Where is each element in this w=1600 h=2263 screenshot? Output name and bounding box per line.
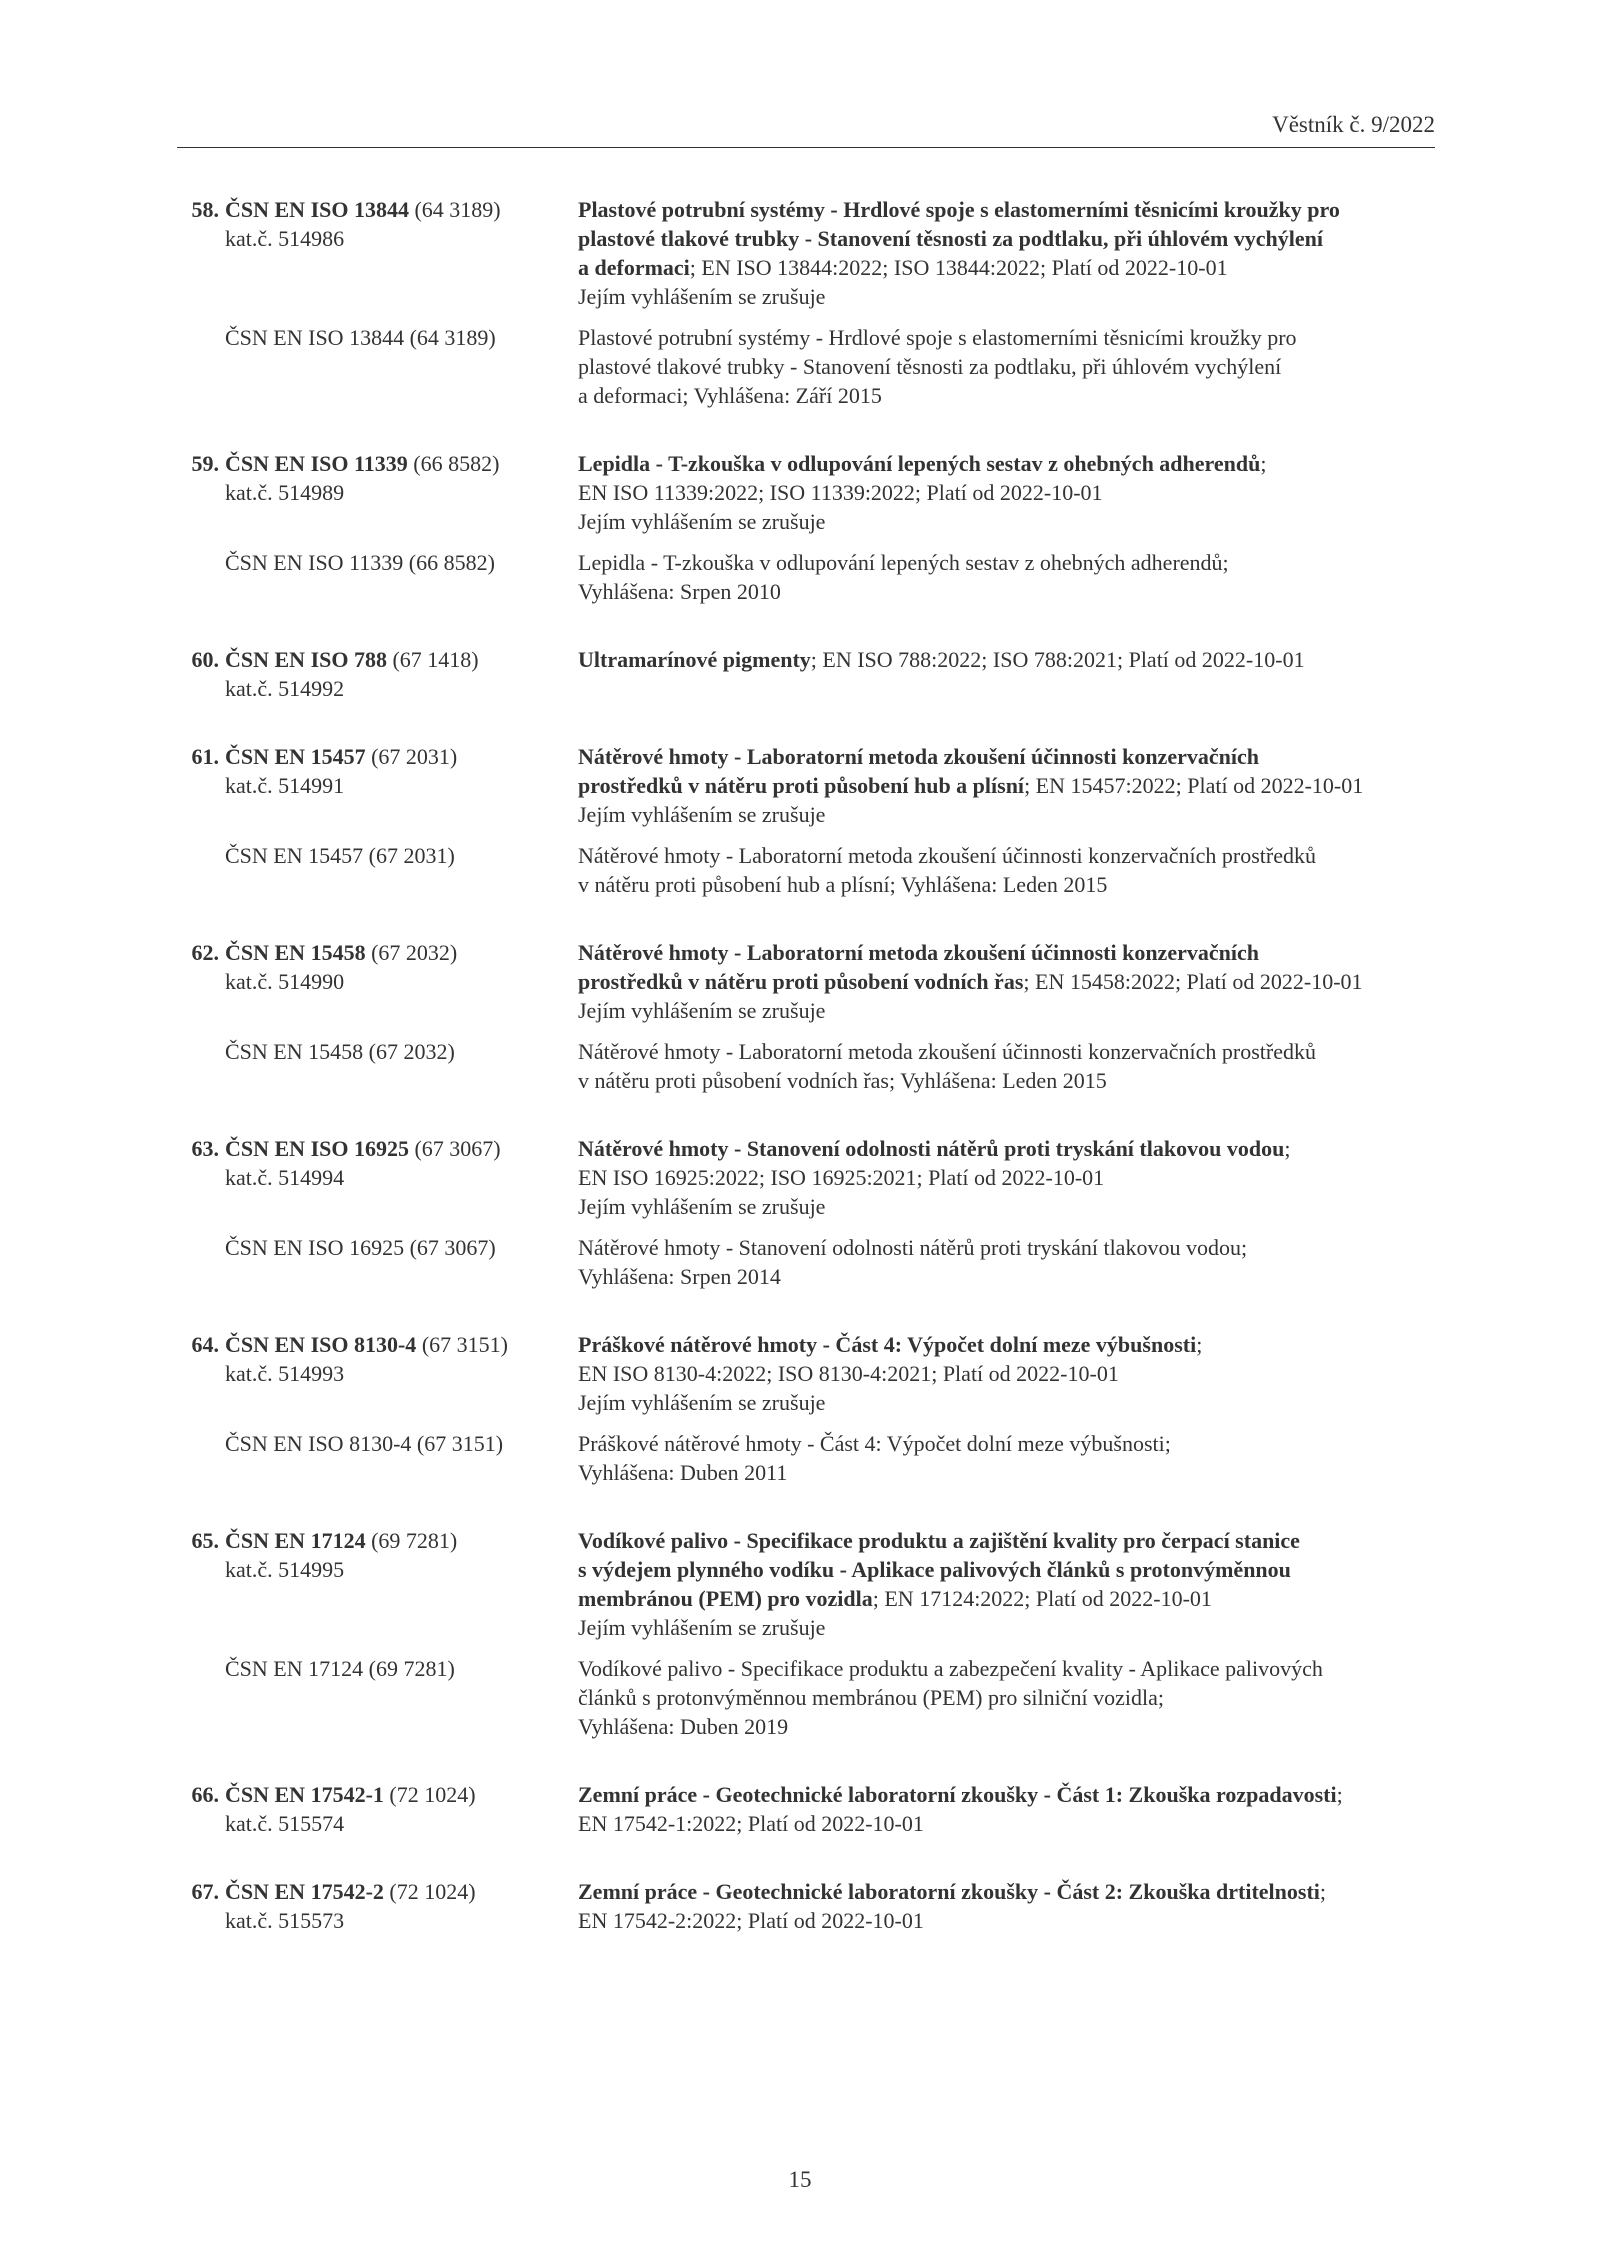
title-line (578, 938, 1435, 967)
supersedes-note: Jejím vyhlášením se zrušuje (578, 1194, 826, 1219)
classification-code: (67 2032) (365, 940, 458, 965)
title-line (578, 1332, 1202, 1357)
new-standard-row (177, 1877, 1435, 1935)
standard-designation (177, 1877, 578, 1935)
standard-designation (177, 1526, 578, 1642)
title-line (578, 195, 1435, 224)
standard-code: ČSN EN ISO 788 (225, 647, 387, 672)
standard-description (578, 195, 1435, 311)
new-standard-row (177, 1134, 1435, 1221)
standard-entry (177, 195, 1435, 410)
standard-title-text: Nátěrové hmoty - Laboratorní metoda zkoušení účinnosti konzervačních (578, 744, 1259, 769)
standard-description (578, 645, 1435, 703)
entry-number: 67. (191, 1879, 219, 1904)
withdrawn-standard-row (177, 841, 1435, 899)
standard-metadata: ; (1336, 1782, 1343, 1807)
new-standard-row (177, 449, 1435, 536)
standard-designation (177, 1780, 578, 1838)
withdrawn-standard-code: ČSN EN 17124 (69 7281) (225, 1656, 455, 1681)
standard-title-text: Lepidla - T-zkouška v odlupování lepených sestav z ohebných adherendů (578, 451, 1261, 476)
withdrawn-text-line: Vyhlášena: Srpen 2014 (578, 1264, 781, 1289)
withdrawn-text-line: v nátěru proti působení hub a plísní; Vyhlášena: Leden 2015 (578, 872, 1108, 897)
entry-number: 66. (191, 1782, 219, 1807)
withdrawn-standard-row (177, 1429, 1435, 1487)
catalog-number: kat.č. 515573 (225, 1908, 345, 1933)
standard-entry (177, 1780, 1435, 1838)
withdrawn-designation (177, 1429, 578, 1487)
standard-designation (177, 1134, 578, 1221)
title-line (578, 647, 1305, 672)
withdrawn-description (578, 841, 1435, 899)
standard-designation (177, 645, 578, 703)
withdrawn-text-line: článků s protonvýměnnou membránou (PEM) pro silniční vozidla; (578, 1685, 1164, 1710)
supersedes-note: Jejím vyhlášením se zrušuje (578, 509, 826, 534)
classification-code: (72 1024) (383, 1782, 476, 1807)
catalog-number: kat.č. 515574 (225, 1811, 345, 1836)
standard-title-text: plastové tlakové trubky - Stanovení těsnosti za podtlaku, při úhlovém vychýlení (578, 226, 1324, 251)
standard-title-text: s výdejem plynného vodíku - Aplikace palivových článků s protonvýměnnou (578, 1557, 1291, 1582)
standard-title-text: a deformaci (578, 255, 690, 280)
standard-code: ČSN EN 15457 (225, 744, 366, 769)
title-line (578, 1782, 1343, 1807)
standard-description (578, 1526, 1435, 1642)
entry-number: 63. (191, 1136, 219, 1161)
classification-code: (67 3067) (408, 1136, 501, 1161)
withdrawn-standard-row (177, 1037, 1435, 1095)
supersedes-note: Jejím vyhlášením se zrušuje (578, 1390, 826, 1415)
withdrawn-standard-row (177, 1654, 1435, 1741)
withdrawn-text-line: Vyhlášena: Duben 2011 (578, 1460, 788, 1485)
standard-title-text: Ultramarínové pigmenty (578, 647, 811, 672)
withdrawn-description (578, 1429, 1435, 1487)
withdrawn-standard-code: ČSN EN 15458 (67 2032) (225, 1039, 455, 1064)
withdrawn-standard-code: ČSN EN ISO 11339 (66 8582) (225, 550, 495, 575)
new-standard-row (177, 938, 1435, 1025)
entry-number: 64. (191, 1332, 219, 1357)
supersedes-note: Jejím vyhlášením se zrušuje (578, 802, 826, 827)
page-number: 15 (788, 2167, 812, 2192)
withdrawn-text-line: Lepidla - T-zkouška v odlupování lepených sestav z ohebných adherendů; (578, 550, 1229, 575)
title-line (578, 773, 1363, 798)
withdrawn-text-line: plastové tlakové trubky - Stanovení těsnosti za podtlaku, při úhlovém vychýlení (578, 354, 1282, 379)
standard-metadata: ; EN 15458:2022; Platí od 2022-10-01 (1023, 969, 1363, 994)
withdrawn-description (578, 1233, 1435, 1291)
standard-designation (177, 938, 578, 1025)
standard-entry (177, 645, 1435, 703)
withdrawn-designation (177, 323, 578, 410)
title-line (578, 1526, 1435, 1555)
standard-designation (177, 195, 578, 311)
entry-number: 62. (191, 940, 219, 965)
withdrawn-text-line: Vodíkové palivo - Specifikace produktu a zabezpečení kvality - Aplikace palivových (578, 1656, 1323, 1681)
new-standard-row (177, 1526, 1435, 1642)
entry-number: 60. (191, 647, 219, 672)
standard-title-text: Vodíkové palivo - Specifikace produktu a zajištění kvality pro čerpací stanice (578, 1528, 1300, 1553)
catalog-number: kat.č. 514986 (225, 226, 345, 251)
standard-description (578, 1330, 1435, 1417)
standard-designation (177, 742, 578, 829)
title-line (578, 1586, 1212, 1611)
catalog-number: kat.č. 514993 (225, 1361, 345, 1386)
catalog-number: kat.č. 514994 (225, 1165, 345, 1190)
title-line (578, 969, 1363, 994)
standard-title-text: Plastové potrubní systémy - Hrdlové spoje s elastomerními těsnicími kroužky pro (578, 197, 1340, 222)
new-standard-row (177, 1330, 1435, 1417)
standard-title-text: Zemní práce - Geotechnické laboratorní zkoušky - Část 2: Zkouška drtitelnosti (578, 1879, 1320, 1904)
standard-designation (177, 1330, 578, 1417)
entry-number: 59. (191, 451, 219, 476)
withdrawn-text-line: Práškové nátěrové hmoty - Část 4: Výpočet dolní meze výbušnosti; (578, 1431, 1171, 1456)
classification-code: (67 3151) (416, 1332, 508, 1357)
withdrawn-text-line: a deformaci; Vyhlášena: Září 2015 (578, 383, 882, 408)
withdrawn-designation (177, 1654, 578, 1741)
standard-title-text: membránou (PEM) pro vozidla (578, 1586, 873, 1611)
classification-code: (67 2031) (365, 744, 458, 769)
withdrawn-standard-row (177, 548, 1435, 606)
catalog-number: kat.č. 514991 (225, 773, 345, 798)
title-line (578, 1879, 1326, 1904)
supersedes-note: Jejím vyhlášením se zrušuje (578, 998, 826, 1023)
standard-code: ČSN EN ISO 11339 (225, 451, 408, 476)
standard-entry (177, 1134, 1435, 1291)
standard-title-text: Zemní práce - Geotechnické laboratorní zkoušky - Část 1: Zkouška rozpadavosti (578, 1782, 1337, 1807)
supersedes-note: Jejím vyhlášením se zrušuje (578, 1615, 826, 1640)
title-line (578, 1136, 1290, 1161)
withdrawn-standard-code: ČSN EN ISO 8130-4 (67 3151) (225, 1431, 504, 1456)
new-standard-row (177, 1780, 1435, 1838)
standard-metadata: ; (1284, 1136, 1291, 1161)
new-standard-row (177, 195, 1435, 311)
metadata-line: EN ISO 11339:2022; ISO 11339:2022; Platí od 2022-10-01 (578, 480, 1103, 505)
standard-description (578, 938, 1435, 1025)
running-header (177, 110, 1435, 148)
standard-title-text: Nátěrové hmoty - Stanovení odolnosti nátěrů proti tryskání tlakovou vodou (578, 1136, 1285, 1161)
entry-number: 58. (191, 197, 219, 222)
standard-entry (177, 1877, 1435, 1935)
withdrawn-standard-code: ČSN EN ISO 13844 (64 3189) (225, 325, 496, 350)
standard-title-text: Nátěrové hmoty - Laboratorní metoda zkoušení účinnosti konzervačních (578, 940, 1259, 965)
standard-entry (177, 938, 1435, 1095)
standard-entry (177, 1526, 1435, 1741)
withdrawn-description (578, 1654, 1435, 1741)
withdrawn-text-line: v nátěru proti působení vodních řas; Vyhlášena: Leden 2015 (578, 1068, 1107, 1093)
withdrawn-text-line: Nátěrové hmoty - Stanovení odolnosti nátěrů proti tryskání tlakovou vodou; (578, 1235, 1248, 1260)
metadata-line: EN 17542-2:2022; Platí od 2022-10-01 (578, 1908, 924, 1933)
withdrawn-designation (177, 841, 578, 899)
withdrawn-text-line: Vyhlášena: Srpen 2010 (578, 579, 781, 604)
classification-code: (67 1418) (386, 647, 479, 672)
title-line (578, 224, 1435, 253)
withdrawn-standard-code: ČSN EN ISO 16925 (67 3067) (225, 1235, 496, 1260)
standard-title-text: prostředků v nátěru proti působení vodních řas (578, 969, 1024, 994)
title-line (578, 451, 1267, 476)
new-standard-row (177, 645, 1435, 703)
withdrawn-description (578, 323, 1435, 410)
standards-list (177, 195, 1435, 1974)
standard-description (578, 742, 1435, 829)
classification-code: (66 8582) (407, 451, 500, 476)
standard-code: ČSN EN 17542-2 (225, 1879, 384, 1904)
metadata-line: EN 17542-1:2022; Platí od 2022-10-01 (578, 1811, 924, 1836)
withdrawn-designation (177, 1233, 578, 1291)
withdrawn-standard-row (177, 1233, 1435, 1291)
withdrawn-description (578, 548, 1435, 606)
catalog-number: kat.č. 514995 (225, 1557, 345, 1582)
title-line (578, 255, 1228, 280)
classification-code: (64 3189) (408, 197, 501, 222)
bulletin-title: Věstník č. 9/2022 (1272, 112, 1435, 137)
standard-code: ČSN EN ISO 8130-4 (225, 1332, 417, 1357)
standard-metadata: ; EN ISO 788:2022; ISO 788:2021; Platí od 2022-10-01 (810, 647, 1305, 672)
standard-code: ČSN EN ISO 13844 (225, 197, 409, 222)
standard-code: ČSN EN 15458 (225, 940, 366, 965)
standard-code: ČSN EN 17124 (225, 1528, 366, 1553)
standard-description (578, 1780, 1435, 1838)
standard-description (578, 1134, 1435, 1221)
withdrawn-text-line: Vyhlášena: Duben 2019 (578, 1714, 789, 1739)
withdrawn-text-line: Plastové potrubní systémy - Hrdlové spoje s elastomerními těsnicími kroužky pro (578, 325, 1297, 350)
entry-number: 65. (191, 1528, 219, 1553)
standard-designation (177, 449, 578, 536)
classification-code: (69 7281) (365, 1528, 458, 1553)
withdrawn-designation (177, 548, 578, 606)
standard-code: ČSN EN 17542-1 (225, 1782, 384, 1807)
standard-code: ČSN EN ISO 16925 (225, 1136, 409, 1161)
standard-title-text: prostředků v nátěru proti působení hub a plísní (578, 773, 1025, 798)
withdrawn-standard-row (177, 323, 1435, 410)
standard-entry (177, 742, 1435, 899)
withdrawn-standard-code: ČSN EN 15457 (67 2031) (225, 843, 455, 868)
standard-metadata: ; EN 15457:2022; Platí od 2022-10-01 (1024, 773, 1364, 798)
catalog-number: kat.č. 514990 (225, 969, 345, 994)
title-line (578, 1555, 1435, 1584)
standard-description (578, 449, 1435, 536)
withdrawn-description (578, 1037, 1435, 1095)
standard-entry (177, 449, 1435, 606)
metadata-line: EN ISO 16925:2022; ISO 16925:2021; Platí od 2022-10-01 (578, 1165, 1105, 1190)
metadata-line: EN ISO 8130-4:2022; ISO 8130-4:2021; Platí od 2022-10-01 (578, 1361, 1119, 1386)
title-line (578, 742, 1435, 771)
standard-metadata: ; EN ISO 13844:2022; ISO 13844:2022; Platí od 2022-10-01 (689, 255, 1228, 280)
withdrawn-designation (177, 1037, 578, 1095)
entry-number: 61. (191, 744, 219, 769)
withdrawn-text-line: Nátěrové hmoty - Laboratorní metoda zkoušení účinnosti konzervačních prostředků (578, 843, 1316, 868)
new-standard-row (177, 742, 1435, 829)
standard-metadata: ; (1319, 1879, 1327, 1904)
standard-description (578, 1877, 1435, 1935)
standard-title-text: Práškové nátěrové hmoty - Část 4: Výpočet dolní meze výbušnosti (578, 1332, 1197, 1357)
catalog-number: kat.č. 514992 (225, 676, 345, 701)
standard-entry (177, 1330, 1435, 1487)
standard-metadata: ; (1260, 451, 1267, 476)
withdrawn-text-line: Nátěrové hmoty - Laboratorní metoda zkoušení účinnosti konzervačních prostředků (578, 1039, 1316, 1064)
standard-metadata: ; EN 17124:2022; Platí od 2022-10-01 (872, 1586, 1212, 1611)
standard-metadata: ; (1196, 1332, 1203, 1357)
supersedes-note: Jejím vyhlášením se zrušuje (578, 284, 826, 309)
classification-code: (72 1024) (383, 1879, 476, 1904)
catalog-number: kat.č. 514989 (225, 480, 345, 505)
